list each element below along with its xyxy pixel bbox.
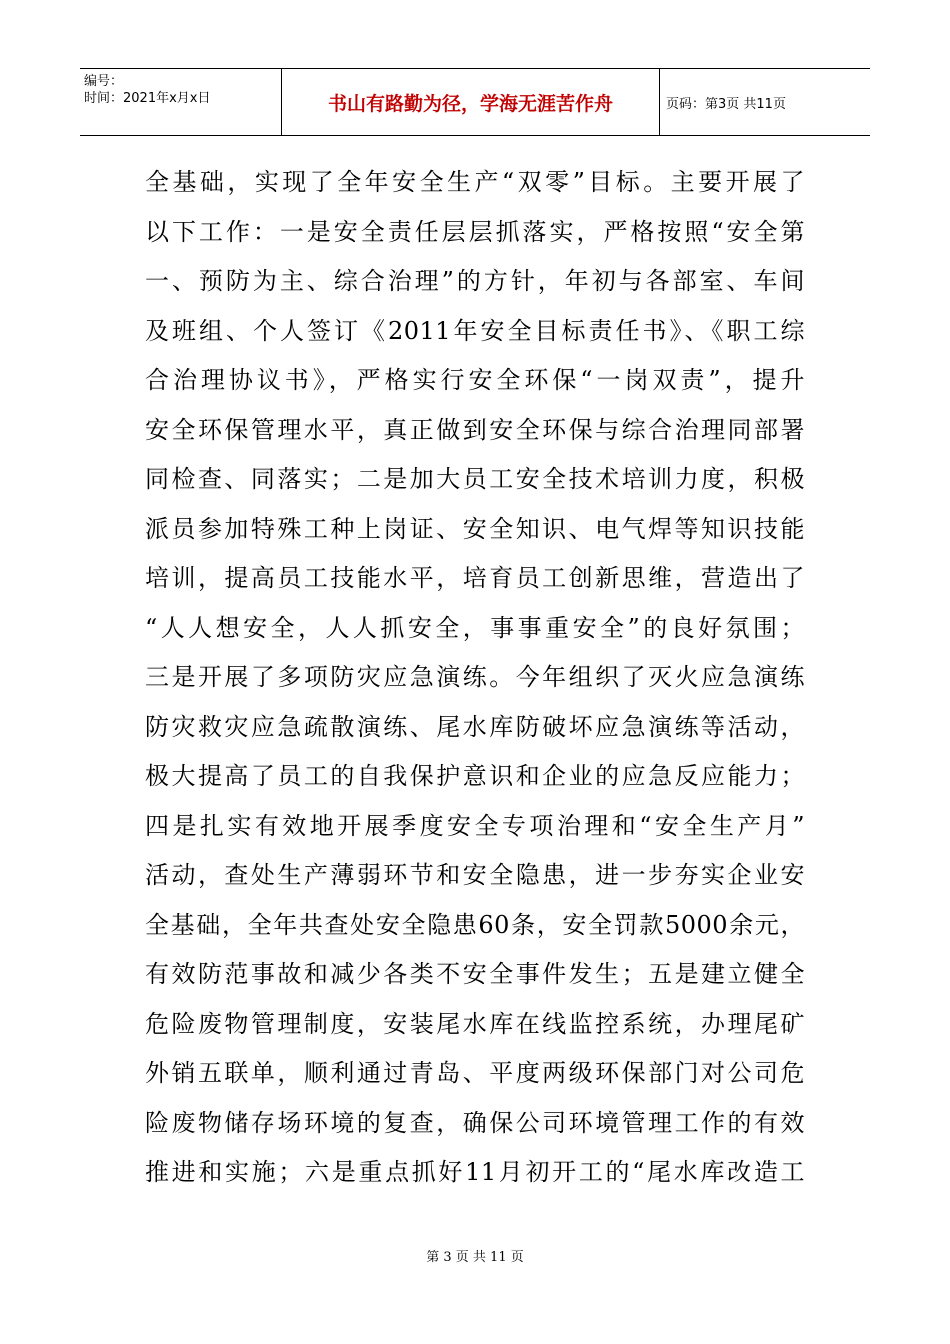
body-line: 极大提高了员工的自我保护意识和企业的应急反应能力；: [145, 762, 805, 790]
body-line: 安全环保管理水平，真正做到安全环保与综合治理同部署: [145, 415, 805, 444]
header-meta: [80, 69, 282, 135]
header-motto-cell: [282, 69, 660, 135]
header-page-info: [660, 69, 870, 135]
body-line: “人人想安全，人人抓安全，事事重安全”的良好氛围；: [145, 613, 805, 642]
body-line: 全基础，实现了全年安全生产“双零”目标。主要开展了: [145, 168, 805, 196]
body-line: 一、预防为主、综合治理”的方针，年初与各部室、车间: [145, 267, 805, 295]
body-line: 培训，提高员工技能水平，培育员工创新思维，营造出了: [145, 564, 805, 592]
body-line: 活动，查处生产薄弱环节和安全隐患，进一步夯实企业安: [145, 861, 805, 889]
body-line: 有效防范事故和减少各类不安全事件发生；五是建立健全: [145, 960, 805, 988]
body-line: 防灾救灾应急疏散演练、尾水库防破坏应急演练等活动，: [145, 712, 805, 741]
body-paragraph: [145, 158, 805, 1198]
body-line: 以下工作：一是安全责任层层抓落实，严格按照“安全第: [145, 217, 805, 246]
serial-label: 编号：: [84, 74, 124, 89]
body-line: 危险废物管理制度，安装尾水库在线监控系统，办理尾矿: [145, 1009, 805, 1038]
motto-text: 书山有路勤为径，学海无涯苦作舟: [327, 92, 613, 115]
body-line: 及班组、个人签订《2011年安全目标责任书》、《职工综: [145, 316, 805, 345]
page-info-text: 页码：第3页 共11页: [666, 96, 786, 112]
body-line: 同检查、同落实；二是加大员工安全技术培训力度，积极: [145, 465, 805, 493]
body-line: 全基础，全年共查处安全隐患60条，安全罚款5000余元，: [145, 910, 805, 939]
body-line: 外销五联单，顺利通过青岛、平度两级环保部门对公司危: [145, 1059, 805, 1087]
body-line: 推进和实施；六是重点抓好11月初开工的“尾水库改造工: [145, 1158, 805, 1186]
body-line: 险废物储存场环境的复查，确保公司环境管理工作的有效: [145, 1108, 805, 1137]
body-line: 派员参加特殊工种上岗证、安全知识、电气焊等知识技能: [145, 514, 805, 543]
page-header: [80, 68, 870, 136]
page-footer: 第 3 页 共 11 页: [426, 1250, 524, 1265]
time-label: 时间：2021年x月x日: [84, 91, 211, 106]
body-line: 合治理协议书》，严格实行安全环保“一岗双责”，提升: [145, 366, 805, 394]
body-line: 三是开展了多项防灾应急演练。今年组织了灭火应急演练: [145, 663, 805, 691]
body-line: 四是扎实有效地开展季度安全专项治理和“安全生产月”: [145, 811, 805, 840]
